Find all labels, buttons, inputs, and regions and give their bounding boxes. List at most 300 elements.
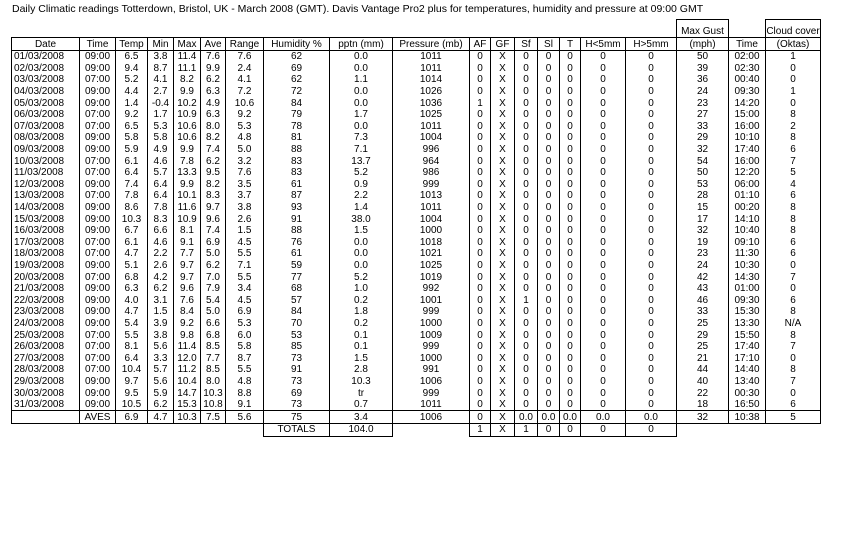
cell-pressure: 1019 [393, 271, 470, 283]
cell-gust-mph: 17 [677, 213, 729, 225]
cell-h-lt5: 0 [581, 248, 626, 260]
cell-sf: 0 [515, 364, 538, 376]
cell-date: 17/03/2008 [12, 237, 80, 249]
cell-max: 8.2 [174, 74, 201, 86]
cell-max: 10.9 [174, 109, 201, 121]
cell-h-lt5: 0 [581, 190, 626, 202]
cell-temp: 5.4 [116, 318, 148, 330]
cell-time: 07:00 [80, 271, 116, 283]
cell-sl: 0 [538, 352, 560, 364]
column-header-row [12, 38, 821, 51]
cell-sf: 0 [515, 237, 538, 249]
cell-sl: 0 [538, 109, 560, 121]
cell-h-gt5: 0 [626, 329, 677, 341]
cell-time: 09:00 [80, 51, 116, 63]
header-spacer [515, 20, 538, 38]
cell-gust-mph: 54 [677, 155, 729, 167]
cell-date: 16/03/2008 [12, 225, 80, 237]
cell-pressure: 999 [393, 306, 470, 318]
cell-sl: 0 [538, 376, 560, 388]
cell-date: 19/03/2008 [12, 260, 80, 272]
cell-gust-time: 14:10 [729, 213, 766, 225]
table-row [12, 190, 821, 202]
totals-spacer [766, 424, 821, 437]
cell-af: 0 [470, 271, 491, 283]
cell-time: 09:00 [80, 144, 116, 156]
cell-gf: X [491, 248, 515, 260]
header-spacer [560, 20, 581, 38]
cell-sf: 0 [515, 329, 538, 341]
cell-h-gt5: 0 [626, 306, 677, 318]
cell-sl: 0 [538, 318, 560, 330]
cell-range: 7.6 [226, 51, 264, 63]
totals-spacer [226, 424, 264, 437]
cell-date: 10/03/2008 [12, 155, 80, 167]
cell-pressure: 1026 [393, 86, 470, 98]
cell-pressure: 1014 [393, 74, 470, 86]
cell-pptn: 5.2 [330, 271, 393, 283]
cell-min: 1.5 [148, 306, 174, 318]
cell-af: 0 [470, 63, 491, 75]
cell-humidity: 78 [264, 121, 330, 133]
cell-date: 24/03/2008 [12, 318, 80, 330]
cell-range: 8.7 [226, 352, 264, 364]
table-row [12, 306, 821, 318]
cell-pptn: 5.2 [330, 167, 393, 179]
cell-date: 22/03/2008 [12, 294, 80, 306]
cell-gust-mph: 50 [677, 51, 729, 63]
cell-pressure: 1004 [393, 132, 470, 144]
cell-time: 09:00 [80, 387, 116, 399]
cell-pptn: 7.1 [330, 144, 393, 156]
cell-min: 8.3 [148, 213, 174, 225]
cell-gf: X [491, 97, 515, 109]
cell-humidity: 59 [264, 260, 330, 272]
cell-min: 4.6 [148, 155, 174, 167]
cell-h-gt5: 0 [626, 132, 677, 144]
cell-temp: 1.4 [116, 97, 148, 109]
cell-gust-time: 02:30 [729, 63, 766, 75]
cell-temp: 10.5 [116, 399, 148, 411]
cell-temp: 9.7 [116, 376, 148, 388]
cell-ave: 6.6 [201, 318, 226, 330]
cell-gf: X [491, 387, 515, 399]
cell-range: 9.2 [226, 109, 264, 121]
page-title: Daily Climatic readings Totterdown, Bristol, UK - March 2008 (GMT). Davis Vantage Pro2 plus for temperatures, humidity and pressure at 09:00 GMT [12, 3, 704, 15]
cell-af: 0 [470, 260, 491, 272]
cell-humidity: 69 [264, 387, 330, 399]
aves-date [12, 411, 80, 424]
cell-time: 09:00 [80, 306, 116, 318]
cell-pressure: 1025 [393, 260, 470, 272]
cell-min: 2.2 [148, 248, 174, 260]
cell-min: 6.4 [148, 179, 174, 191]
cell-cloud-oktas: 0 [766, 260, 821, 272]
cell-sf: 0 [515, 86, 538, 98]
cell-h-lt5: 0 [581, 329, 626, 341]
cell-range: 1.5 [226, 225, 264, 237]
cell-max: 11.4 [174, 341, 201, 353]
table-row [12, 329, 821, 341]
cell-temp: 6.7 [116, 225, 148, 237]
cell-af: 0 [470, 179, 491, 191]
column-header-sl: Sl [538, 38, 560, 51]
cell-temp: 4.7 [116, 306, 148, 318]
cell-sl: 0 [538, 179, 560, 191]
cell-sl: 0 [538, 86, 560, 98]
cell-gf: X [491, 329, 515, 341]
aves-sf: 0.0 [515, 411, 538, 424]
cell-max: 10.9 [174, 213, 201, 225]
cell-time: 07:00 [80, 121, 116, 133]
cell-max: 10.2 [174, 97, 201, 109]
cell-pressure: 1006 [393, 376, 470, 388]
cell-gust-mph: 36 [677, 74, 729, 86]
cell-gust-mph: 32 [677, 225, 729, 237]
cell-af: 0 [470, 86, 491, 98]
cell-sf: 0 [515, 376, 538, 388]
cell-min: 5.8 [148, 132, 174, 144]
cell-gust-time: 13:30 [729, 318, 766, 330]
cell-ave: 7.6 [201, 51, 226, 63]
cell-sf: 0 [515, 387, 538, 399]
cell-sf: 0 [515, 225, 538, 237]
cell-ave: 7.4 [201, 144, 226, 156]
cell-sf: 0 [515, 271, 538, 283]
cell-pptn: 0.0 [330, 86, 393, 98]
cell-max: 11.6 [174, 202, 201, 214]
cell-max: 7.6 [174, 294, 201, 306]
cell-min: 3.9 [148, 318, 174, 330]
cell-temp: 5.9 [116, 144, 148, 156]
cell-humidity: 62 [264, 51, 330, 63]
column-header-max: Max [174, 38, 201, 51]
cell-ave: 9.5 [201, 167, 226, 179]
cell-gust-time: 00:40 [729, 74, 766, 86]
cell-humidity: 70 [264, 318, 330, 330]
column-header-humidity: Humidity % [264, 38, 330, 51]
cell-time: 09:00 [80, 399, 116, 411]
totals-row [12, 424, 821, 437]
cell-range: 3.2 [226, 155, 264, 167]
cell-humidity: 83 [264, 155, 330, 167]
cell-sf: 0 [515, 213, 538, 225]
cell-time: 09:00 [80, 318, 116, 330]
aves-t: 0.0 [560, 411, 581, 424]
cell-h-lt5: 0 [581, 306, 626, 318]
cell-pptn: 1.0 [330, 283, 393, 295]
cell-gf: X [491, 294, 515, 306]
cell-temp: 5.8 [116, 132, 148, 144]
cell-min: 6.2 [148, 399, 174, 411]
cell-temp: 6.4 [116, 167, 148, 179]
cell-time: 07:00 [80, 190, 116, 202]
cell-sf: 0 [515, 109, 538, 121]
column-header-min: Min [148, 38, 174, 51]
cell-gust-mph: 29 [677, 329, 729, 341]
cell-sf: 0 [515, 352, 538, 364]
totals-pptn: 104.0 [330, 424, 393, 437]
cell-humidity: 91 [264, 213, 330, 225]
aves-af: 0 [470, 411, 491, 424]
cell-humidity: 76 [264, 237, 330, 249]
cell-af: 0 [470, 202, 491, 214]
cell-humidity: 83 [264, 167, 330, 179]
cell-max: 10.4 [174, 376, 201, 388]
cell-min: -0.4 [148, 97, 174, 109]
cell-h-lt5: 0 [581, 237, 626, 249]
cell-date: 15/03/2008 [12, 213, 80, 225]
cell-t: 0 [560, 132, 581, 144]
cell-t: 0 [560, 376, 581, 388]
cell-time: 09:00 [80, 294, 116, 306]
aves-pressure: 1006 [393, 411, 470, 424]
cell-cloud-oktas: 0 [766, 387, 821, 399]
cell-cloud-oktas: 1 [766, 86, 821, 98]
cell-af: 0 [470, 74, 491, 86]
cell-cloud-oktas: 8 [766, 306, 821, 318]
cell-humidity: 81 [264, 132, 330, 144]
cell-h-lt5: 0 [581, 202, 626, 214]
cell-max: 11.2 [174, 364, 201, 376]
cell-h-gt5: 0 [626, 144, 677, 156]
cell-max: 13.3 [174, 167, 201, 179]
cell-min: 8.7 [148, 63, 174, 75]
cell-ave: 10.3 [201, 387, 226, 399]
header-spacer [538, 20, 560, 38]
cell-ave: 5.4 [201, 294, 226, 306]
cell-h-lt5: 0 [581, 167, 626, 179]
aves-h-gt5: 0.0 [626, 411, 677, 424]
totals-spacer [677, 424, 729, 437]
cell-pressure: 992 [393, 283, 470, 295]
cell-t: 0 [560, 213, 581, 225]
cell-temp: 9.4 [116, 63, 148, 75]
cell-h-lt5: 0 [581, 109, 626, 121]
cell-pressure: 1025 [393, 109, 470, 121]
cell-date: 26/03/2008 [12, 341, 80, 353]
header-spacer [116, 20, 148, 38]
cell-t: 0 [560, 364, 581, 376]
cell-h-gt5: 0 [626, 86, 677, 98]
cell-humidity: 69 [264, 63, 330, 75]
cell-temp: 4.7 [116, 248, 148, 260]
cell-h-gt5: 0 [626, 271, 677, 283]
cell-h-gt5: 0 [626, 283, 677, 295]
cell-temp: 6.5 [116, 121, 148, 133]
cell-date: 30/03/2008 [12, 387, 80, 399]
cell-range: 5.5 [226, 248, 264, 260]
cell-af: 0 [470, 399, 491, 411]
aves-temp: 6.9 [116, 411, 148, 424]
cell-range: 5.3 [226, 121, 264, 133]
cell-sf: 0 [515, 132, 538, 144]
cell-pptn: 1.5 [330, 225, 393, 237]
cell-humidity: 84 [264, 97, 330, 109]
cell-gf: X [491, 63, 515, 75]
table-row [12, 248, 821, 260]
cell-humidity: 73 [264, 352, 330, 364]
cell-pptn: 0.2 [330, 294, 393, 306]
cell-af: 0 [470, 352, 491, 364]
cell-pptn: 0.0 [330, 248, 393, 260]
cell-sl: 0 [538, 225, 560, 237]
cell-max: 10.1 [174, 190, 201, 202]
cell-t: 0 [560, 86, 581, 98]
cell-h-lt5: 0 [581, 352, 626, 364]
cell-range: 4.5 [226, 294, 264, 306]
cell-h-lt5: 0 [581, 387, 626, 399]
cell-date: 05/03/2008 [12, 97, 80, 109]
cell-date: 08/03/2008 [12, 132, 80, 144]
cell-gf: X [491, 121, 515, 133]
cell-ave: 7.4 [201, 225, 226, 237]
cell-temp: 5.2 [116, 74, 148, 86]
cell-af: 0 [470, 387, 491, 399]
cell-sl: 0 [538, 364, 560, 376]
cell-t: 0 [560, 294, 581, 306]
cell-pressure: 1011 [393, 51, 470, 63]
cell-h-gt5: 0 [626, 202, 677, 214]
cell-h-gt5: 0 [626, 318, 677, 330]
header-spacer [729, 20, 766, 38]
aves-range: 5.6 [226, 411, 264, 424]
top-header-row [12, 20, 821, 38]
cell-humidity: 73 [264, 376, 330, 388]
cell-gust-time: 01:10 [729, 190, 766, 202]
cell-gust-mph: 43 [677, 283, 729, 295]
cell-temp: 6.1 [116, 237, 148, 249]
totals-spacer [80, 424, 116, 437]
cell-af: 0 [470, 167, 491, 179]
cell-time: 09:00 [80, 97, 116, 109]
cell-gf: X [491, 399, 515, 411]
cell-sf: 0 [515, 283, 538, 295]
cell-gf: X [491, 271, 515, 283]
cell-af: 0 [470, 318, 491, 330]
cell-sf: 0 [515, 399, 538, 411]
cell-cloud-oktas: N/A [766, 318, 821, 330]
cell-h-gt5: 0 [626, 51, 677, 63]
cell-sf: 0 [515, 190, 538, 202]
cell-range: 3.8 [226, 202, 264, 214]
cell-temp: 6.1 [116, 155, 148, 167]
cell-sf: 0 [515, 155, 538, 167]
cell-min: 2.6 [148, 260, 174, 272]
cell-pressure: 1004 [393, 213, 470, 225]
cell-sf: 0 [515, 341, 538, 353]
cell-temp: 8.1 [116, 341, 148, 353]
cell-h-lt5: 0 [581, 294, 626, 306]
cell-ave: 8.5 [201, 341, 226, 353]
cell-h-lt5: 0 [581, 74, 626, 86]
cell-time: 09:00 [80, 132, 116, 144]
table-row [12, 399, 821, 411]
cell-sl: 0 [538, 132, 560, 144]
cell-gust-mph: 33 [677, 306, 729, 318]
cell-sl: 0 [538, 74, 560, 86]
cell-temp: 6.4 [116, 352, 148, 364]
cell-pptn: 0.0 [330, 63, 393, 75]
totals-sl: 0 [538, 424, 560, 437]
cell-af: 1 [470, 97, 491, 109]
cell-temp: 10.3 [116, 213, 148, 225]
cell-temp: 9.2 [116, 109, 148, 121]
cell-time: 07:00 [80, 155, 116, 167]
cell-gust-mph: 19 [677, 237, 729, 249]
cell-sl: 0 [538, 283, 560, 295]
cell-sl: 0 [538, 121, 560, 133]
cell-af: 0 [470, 190, 491, 202]
cell-humidity: 73 [264, 399, 330, 411]
cell-h-gt5: 0 [626, 294, 677, 306]
cell-h-gt5: 0 [626, 341, 677, 353]
cell-cloud-oktas: 6 [766, 399, 821, 411]
cell-gf: X [491, 341, 515, 353]
cell-time: 07:00 [80, 109, 116, 121]
cell-cloud-oktas: 4 [766, 179, 821, 191]
cell-sl: 0 [538, 260, 560, 272]
column-header-date: Date [12, 38, 80, 51]
cell-t: 0 [560, 271, 581, 283]
cell-humidity: 77 [264, 271, 330, 283]
cell-range: 7.2 [226, 86, 264, 98]
cell-time: 09:00 [80, 86, 116, 98]
cell-date: 01/03/2008 [12, 51, 80, 63]
cell-min: 5.6 [148, 341, 174, 353]
cell-t: 0 [560, 341, 581, 353]
table-row [12, 352, 821, 364]
cell-sf: 0 [515, 260, 538, 272]
cell-gf: X [491, 155, 515, 167]
cell-t: 0 [560, 399, 581, 411]
cell-humidity: 61 [264, 179, 330, 191]
cell-gust-time: 09:30 [729, 86, 766, 98]
aves-h-lt5: 0.0 [581, 411, 626, 424]
cell-ave: 8.0 [201, 376, 226, 388]
cell-ave: 7.9 [201, 283, 226, 295]
cell-h-lt5: 0 [581, 155, 626, 167]
cell-af: 0 [470, 364, 491, 376]
cell-cloud-oktas: 6 [766, 144, 821, 156]
cell-gust-time: 09:10 [729, 237, 766, 249]
cell-gust-time: 17:40 [729, 341, 766, 353]
cell-time: 09:00 [80, 179, 116, 191]
cell-h-gt5: 0 [626, 121, 677, 133]
cell-sl: 0 [538, 51, 560, 63]
cell-ave: 7.7 [201, 352, 226, 364]
cell-sl: 0 [538, 213, 560, 225]
cell-pressure: 1018 [393, 237, 470, 249]
cell-ave: 6.8 [201, 329, 226, 341]
cell-range: 2.6 [226, 213, 264, 225]
cell-gf: X [491, 86, 515, 98]
cell-gust-time: 14:40 [729, 364, 766, 376]
cell-cloud-oktas: 0 [766, 63, 821, 75]
column-header-gust-time: Time [729, 38, 766, 51]
cell-pressure: 1036 [393, 97, 470, 109]
cell-h-gt5: 0 [626, 376, 677, 388]
aves-min: 4.7 [148, 411, 174, 424]
cell-min: 3.1 [148, 294, 174, 306]
cell-date: 28/03/2008 [12, 364, 80, 376]
cell-h-gt5: 0 [626, 155, 677, 167]
cell-h-lt5: 0 [581, 63, 626, 75]
cell-gust-mph: 25 [677, 341, 729, 353]
cell-min: 5.6 [148, 376, 174, 388]
cell-max: 9.9 [174, 144, 201, 156]
cell-gust-time: 15:50 [729, 329, 766, 341]
